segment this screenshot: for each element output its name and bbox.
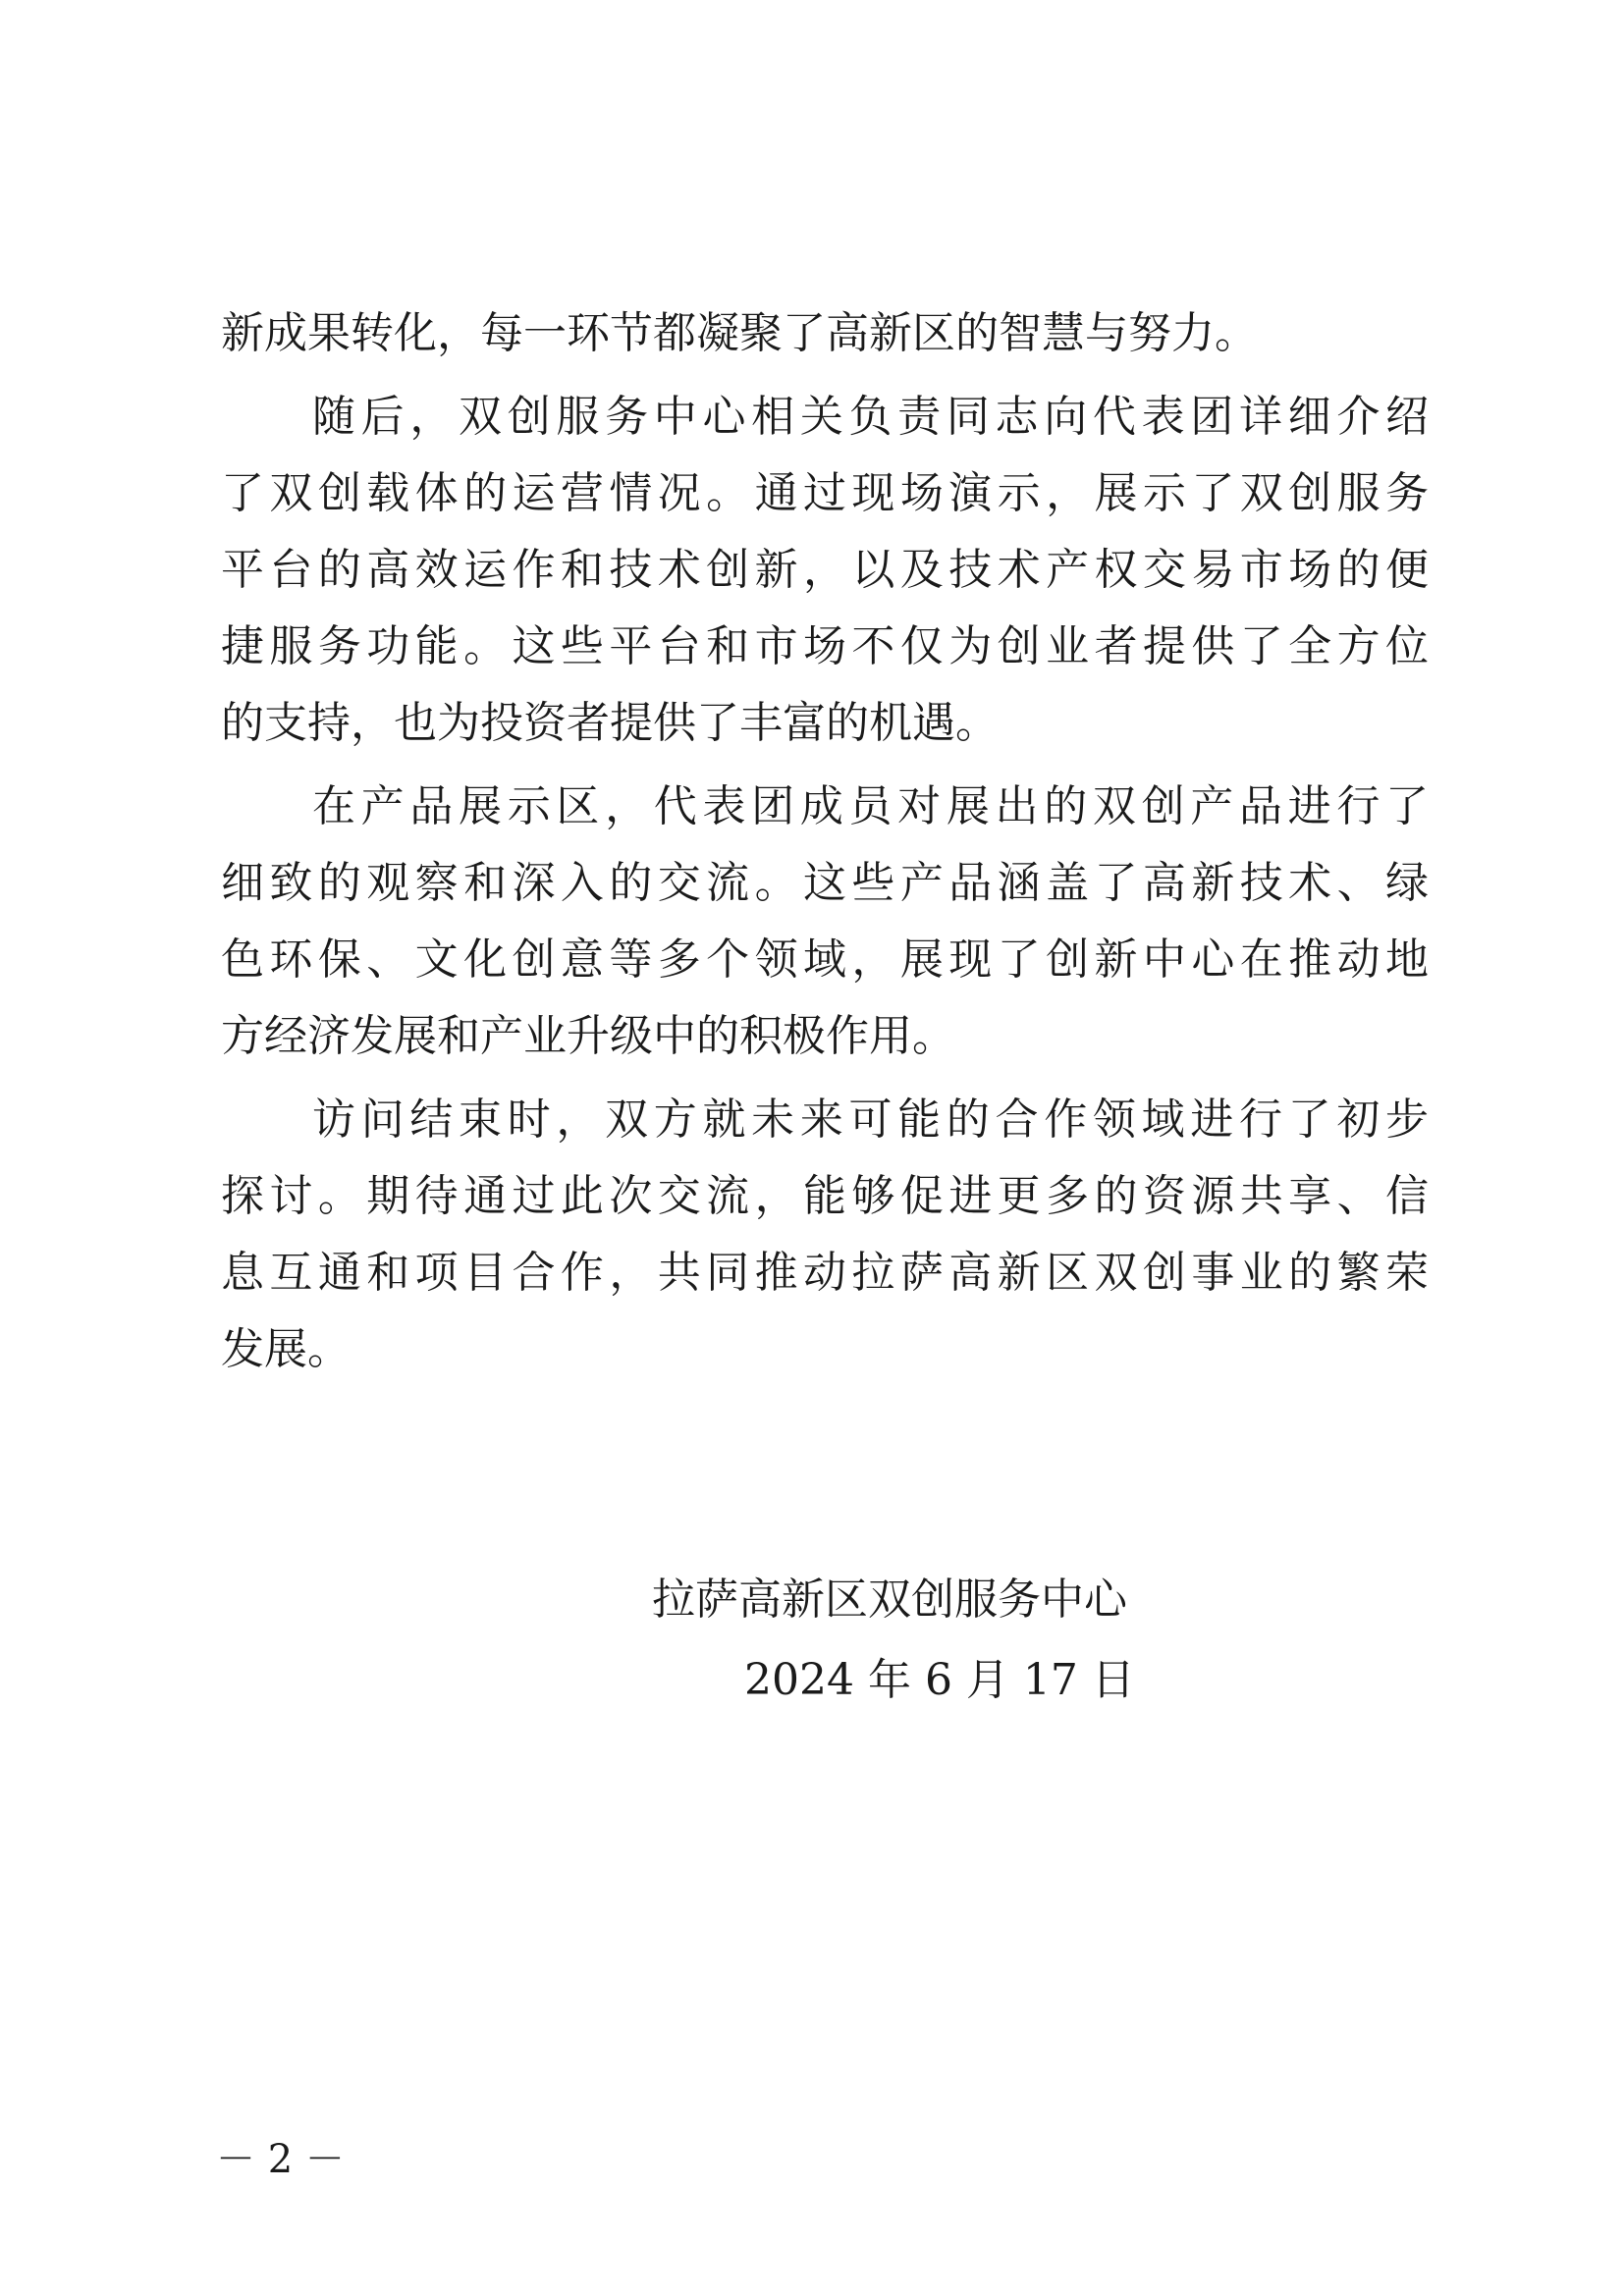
paragraph-line: 色环保、文化创意等多个领域，展现了创新中心在推动地 [221, 934, 1429, 985]
paragraph-line: 在产品展示区，代表团成员对展出的双创产品进行了 [312, 781, 1429, 831]
paragraph-line: 方经济发展和产业升级中的积极作用。 [221, 1011, 955, 1061]
paragraph-line: 访问结束时，双方就未来可能的合作领域进行了初步 [312, 1095, 1429, 1145]
paragraph-line: 息互通和项目合作，共同推动拉萨高新区双创事业的繁荣 [221, 1248, 1429, 1298]
paragraph-line: 新成果转化，每一环节都凝聚了高新区的智慧与努力。 [221, 308, 1258, 358]
paragraph-line: 捷服务功能。这些平台和市场不仅为创业者提供了全方位 [221, 621, 1429, 671]
paragraph-line: 了双创载体的运营情况。通过现场演示，展示了双创服务 [221, 468, 1429, 518]
page-number: － 2 － [216, 2137, 345, 2182]
paragraph-line: 平台的高效运作和技术创新，以及技术产权交易市场的便 [221, 545, 1429, 595]
paragraph-line: 发展。 [221, 1324, 351, 1374]
paragraph-line: 探讨。期待通过此次交流，能够促进更多的资源共享、信 [221, 1171, 1429, 1221]
signature-organization: 拉萨高新区双创服务中心 [652, 1575, 1127, 1625]
paragraph-line: 随后，双创服务中心相关负责同志向代表团详细介绍 [312, 392, 1429, 442]
paragraph-line: 的支持，也为投资者提供了丰富的机遇。 [221, 698, 999, 748]
signature-date: 2024 年 6 月 17 日 [744, 1655, 1135, 1705]
paragraph-line: 细致的观察和深入的交流。这些产品涵盖了高新技术、绿 [221, 858, 1429, 908]
